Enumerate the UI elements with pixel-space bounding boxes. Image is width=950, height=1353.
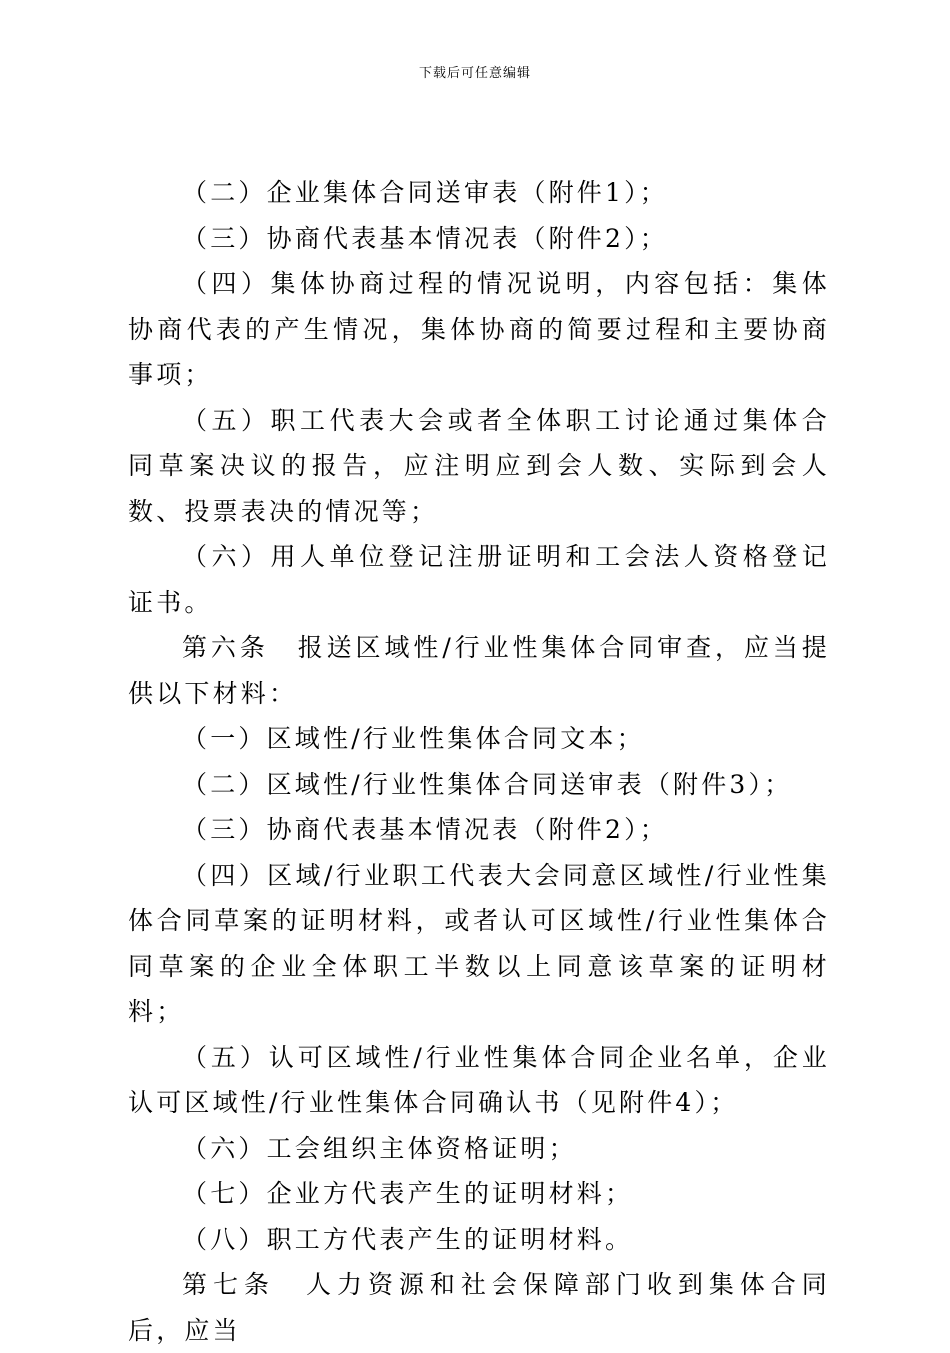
paragraph-article6-item-8: （八）职工方代表产生的证明材料。: [182, 1224, 634, 1254]
paragraph-item-3-form: （三）协商代表基本情况表（附件2）；: [182, 223, 669, 253]
paragraph-article6-item-5: （五）认可区域性/行业性集体合同企业名单，企业认可区域性/行业性集体合同确认书（见附件4）；: [128, 1042, 830, 1117]
paragraph-article6-item-1: （一）区域性/行业性集体合同文本；: [182, 724, 645, 753]
paragraph-article6-item-7: （七）企业方代表产生的证明材料；: [182, 1179, 634, 1208]
article-7-heading: 第七条 人力资源和社会保障部门收到集体合同后，应当: [128, 1270, 830, 1345]
article-6-heading: 第六条 报送区域性/行业性集体合同审查，应当提供以下材料：: [128, 633, 830, 708]
paragraph-item-4-explanation: （四）集体协商过程的情况说明，内容包括：集体协商代表的产生情况，集体协商的简要过程和主要协商事项；: [128, 269, 830, 389]
paragraph-article6-item-4: （四）区域/行业职工代表大会同意区域性/行业性集体合同草案的证明材料，或者认可区域性/行业性集体合同草案的企业全体职工半数以上同意该草案的证明材料；: [128, 860, 830, 1026]
document-body: [128, 170, 830, 1353]
paragraph-article6-item-2: （二）区域性/行业性集体合同送审表（附件3）；: [182, 769, 793, 799]
paragraph-item-6-certificate: （六）用人单位登记注册证明和工会法人资格登记证书。: [128, 542, 830, 617]
page-header-watermark: 下载后可任意编辑: [418, 66, 531, 81]
paragraph-item-5-report: （五）职工代表大会或者全体职工讨论通过集体合同草案决议的报告，应注明应到会人数、实际到会人数、投票表决的情况等；: [128, 405, 830, 526]
paragraph-article6-item-6: （六）工会组织主体资格证明；: [182, 1133, 577, 1163]
paragraph-article6-item-3: （三）协商代表基本情况表（附件2）；: [182, 815, 669, 844]
paragraph-item-2-form: （二）企业集体合同送审表（附件1）；: [182, 178, 669, 207]
